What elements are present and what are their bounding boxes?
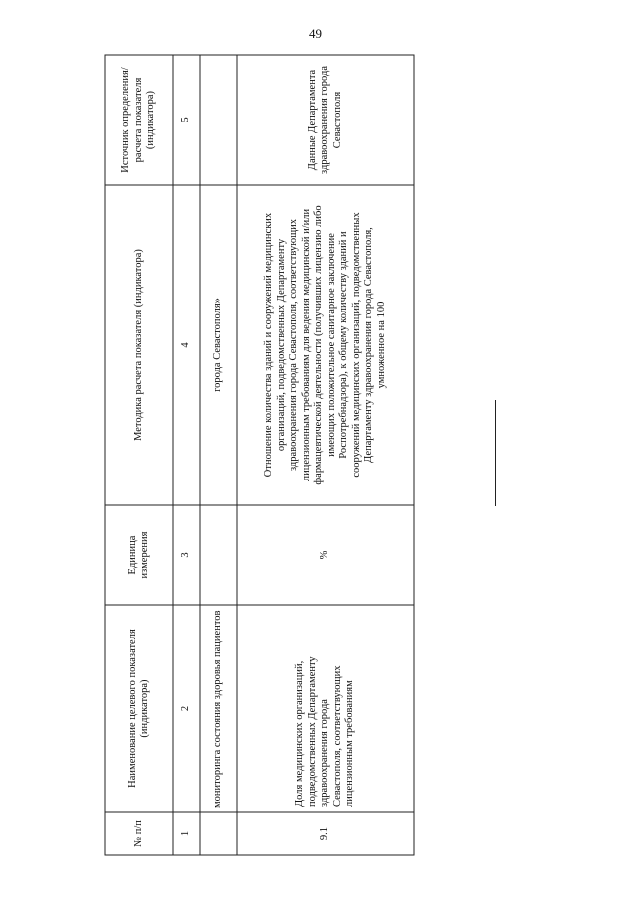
number-cell-5: 5 [180,117,192,123]
header-col-number: № п/п [132,820,144,847]
number-cell-1: 1 [180,830,192,837]
unit-cell: % [319,550,331,560]
continuation-name-cell: мониторинга состояния здоровья пациентов [212,610,224,808]
number-cell-4: 4 [180,342,192,348]
header-col-unit: Единица измерения [126,531,150,579]
source-cell: Данные Департамента здравоохранения города Севастополя [306,66,343,174]
header-col-method: Методика расчета показателя (индикатора) [132,249,144,441]
header-col-name: Наименование целевого показателя (индикатора) [126,629,150,788]
number-cell-3: 3 [180,552,192,558]
signature-line [495,400,496,506]
continuation-method-cell: города Севастополя» [212,298,224,392]
number-cell-2: 2 [180,705,192,712]
indicator-name-cell: Доля медицинских организаций, подведомственных Департаменту здравоохранения города Севастополя, соответствующих лицензионным требованиям [294,656,356,807]
header-col-source: Источник определения/ расчета показателя (индикатора) [120,67,157,173]
method-cell: Отношение количества зданий и сооружений медицинских организаций, подведомственных Департаменту здравоохранения города Севастополя, соответствующих лицензионным требованиям для ведения медицинской и/или фармацевтической деятельности (получивших лицензию либо имеющих положительное санитарное заключение Роспотребнадзора), к общему количеству зданий и сооружений медицинских организаций, подведомственных Департаменту здравоохранения города Севастополя, умноженное на 100 [263,205,387,485]
row-number-cell: 9.1 [319,826,331,841]
page-number: 49 [309,26,322,41]
